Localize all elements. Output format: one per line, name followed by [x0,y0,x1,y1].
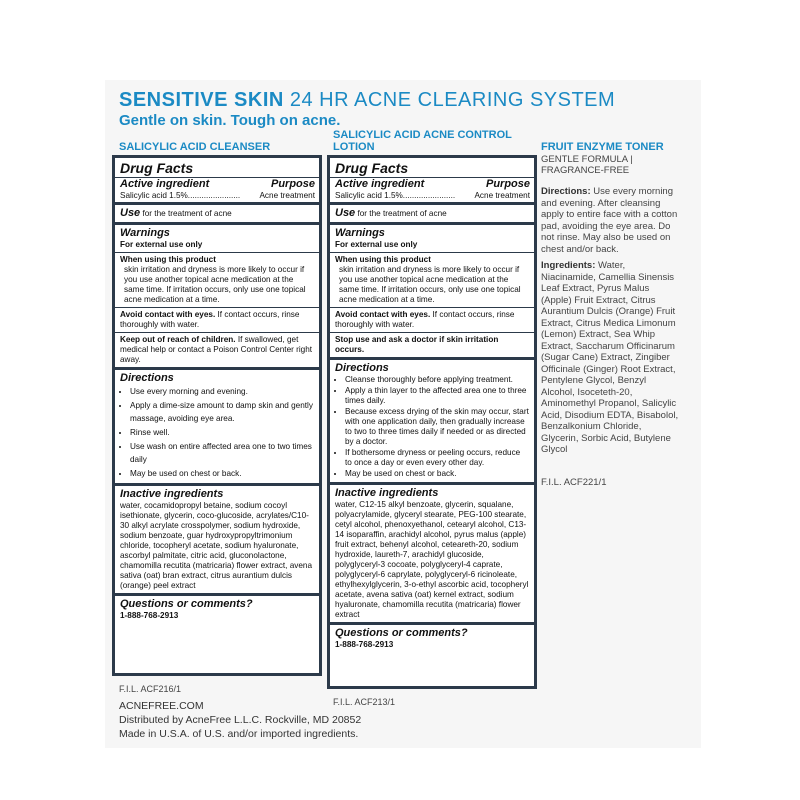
made-in: Made in U.S.A. of U.S. and/or imported ingredients. [119,728,359,740]
list-item: • Because excess drying of the skin may occur, start with one application daily, then gradually increase to two to three times daily if needed or as directed by a doctor. [345,407,529,447]
directions-label: Directions [120,372,174,384]
header-title: SENSITIVE SKIN 24 HR ACNE CLEARING SYSTEM [119,89,616,111]
cleanser-fil: F.I.L. ACF216/1 [119,684,182,694]
purpose-value: Acne treatment [259,191,315,200]
active-ingredient-label: Active ingredient [335,178,425,190]
avoid-label: Avoid contact with eyes. [120,310,216,319]
toner-ingredients-label: Ingredients: [541,260,596,271]
cleanser-drug-facts [112,155,322,676]
use-label: Use [120,207,141,219]
questions-label: Questions or comments? [335,627,468,639]
lotion-drug-facts [327,155,537,689]
list-item: • May be used on chest or back. [130,467,314,480]
drug-facts-title: Drug Facts [120,160,194,176]
list-item: • If bothersome dryness or peeling occurs, reduce to once a day or even every other day. [345,448,529,468]
toner-title: FRUIT ENZYME TONER [541,141,664,153]
directions-label: Directions [335,362,389,374]
phone-number: 1-888-768-2913 [120,611,179,620]
list-item: • Apply a thin layer to the affected area one to three times daily. [345,386,529,406]
website: ACNEFREE.COM [119,700,204,712]
avoid-label: Avoid contact with eyes. [335,310,431,319]
active-ingredient-value: Salicylic acid 1.5%....................... [120,191,241,200]
use-label: Use [335,207,356,219]
avoid-text: If contact occurs, rinse thoroughly with water. [335,310,515,329]
use-text: for the treatment of acne [142,209,232,218]
toner-subtitle: GENTLE FORMULA | FRAGRANCE-FREE [541,154,633,176]
header-tagline: Gentle on skin. Tough on acne. [119,112,341,129]
phone-number: 1-888-768-2913 [335,640,394,649]
warnings-label: Warnings [120,227,170,239]
lotion-fil: F.I.L. ACF213/1 [333,697,396,707]
inactive-label: Inactive ingredients [335,487,439,499]
directions-list [335,375,529,479]
stop-use-label: Stop use and ask a doctor if skin irritation occurs. [335,335,499,354]
list-item: • Rinse well. [130,426,314,439]
distributor: Distributed by AcneFree L.L.C. Rockville, MD 20852 [119,714,362,726]
cleanser-section-title: SALICYLIC ACID CLEANSER [119,141,271,153]
toner-directions [541,186,681,255]
toner-fil: F.I.L. ACF221/1 [541,477,607,488]
drug-facts-title: Drug Facts [335,160,409,176]
toner-ingredients-text: Water, Niacinamide, Camellia Sinensis Leaf Extract, Pyrus Malus (Apple) Fruit Extract, Citrus Aurantium Dulcis (Orange) Fruit Extract, Citrus Medica Limonum (Lemon) Extract, Sea Whip Extract, Saccharum Officinarum (Sugar Cane) Extract, Zingiber Officinale (Ginger) Root Extract, Pentylene Glycol, Benzyl Alcohol, Isoceteth-20, Aminomethyl Propanol, Salicylic Acid, Disodium EDTA, Bisabolol, Benzalkonium Chloride, Glycerin, Sorbic Acid, Butylene Glycol [541,260,679,455]
list-item: • Use wash on entire affected area one to two times daily [130,440,314,466]
purpose-label: Purpose [485,178,530,190]
lotion-section-title: SALICYLIC ACID ACNE CONTROL LOTION [333,129,512,153]
inactive-text: water, cocamidopropyl betaine, sodium cocoyl isethionate, glycerin, coco-glucoside, acrylates/C10-30 alkyl acrylate crosspolymer, sodium hydroxide, sodium benzoate, guar hydroxypropyltrimonium chloride, tocopheryl acetate, sodium hyaluronate, ascorbyl palmitate, citric acid, gluconolactone, chamomilla recutita (matricaria) flower extract, avena sativa (oat) bran extract, citrus aurantium dulcis (orange) peel extract [120,501,313,590]
active-ingredient-label: Active ingredient [120,178,210,190]
keep-text: If swallowed, get medical help or contact a Poison Control Center right away. [120,335,313,364]
when-using-label: When using this product [120,255,216,264]
purpose-label: Purpose [270,178,315,190]
external-use: For external use only [120,240,203,249]
when-using-label: When using this product [335,255,431,264]
list-item: • Use every morning and evening. [130,385,314,398]
purpose-value: Acne treatment [474,191,530,200]
warnings-label: Warnings [335,227,385,239]
inactive-label: Inactive ingredients [120,488,224,500]
list-item: • Apply a dime-size amount to damp skin and gently massage, avoiding eye area. [130,399,314,425]
questions-label: Questions or comments? [120,598,253,610]
directions-list [120,385,314,480]
toner-directions-text: Use every morning and evening. After cleansing apply to entire face with a cotton pad, avoiding the eye area. Do not rinse. May also be used on chest and/or back. [541,186,678,255]
external-use: For external use only [335,240,418,249]
inactive-text: water, C12-15 alkyl benzoate, glycerin, squalane, polyacrylamide, glyceryl stearate, PEG-100 stearate, cetyl alcohol, phenoxyethanol, cetearyl alcohol, C13-14 isoparaffin, arachidyl alcohol, pyrus malus (apple) fruit extract, behenyl alcohol, ceteareth-20, sodium hydroxide, laureth-7, arachidyl glucoside, polyglyceryl-3 cocoate, polyglyceryl-4 caprate, polyglyceryl-6 caprylate, polyglyceryl-6 ricinoleate, ethylhexylglycerin, 3-o-ethyl ascorbic acid, tocopheryl acetate, avena sativa (oat) kernel extract, sodium hyaluronate, chamomilla recutita (matricaria) flower extract [335,500,529,619]
toner-directions-label: Directions: [541,186,591,197]
active-ingredient-value: Salicylic acid 1.5%....................... [335,191,456,200]
use-text: for the treatment of acne [357,209,447,218]
avoid-text: If contact occurs, rinse thoroughly with water. [120,310,300,329]
toner-ingredients [541,260,681,456]
list-item: • May be used on chest or back. [345,469,529,479]
when-using-text: skin irritation and dryness is more likely to occur if you use another topical acne medication at the same time. If irritation occurs, only use one topical acne medication at a time. [124,265,306,304]
when-using-text: skin irritation and dryness is more likely to occur if you use another topical acne medication at the same time. If irritation occurs, only use one topical acne medication at a time. [339,265,521,304]
list-item: • Cleanse thoroughly before applying treatment. [345,375,529,385]
keep-label: Keep out of reach of children. [120,335,236,344]
